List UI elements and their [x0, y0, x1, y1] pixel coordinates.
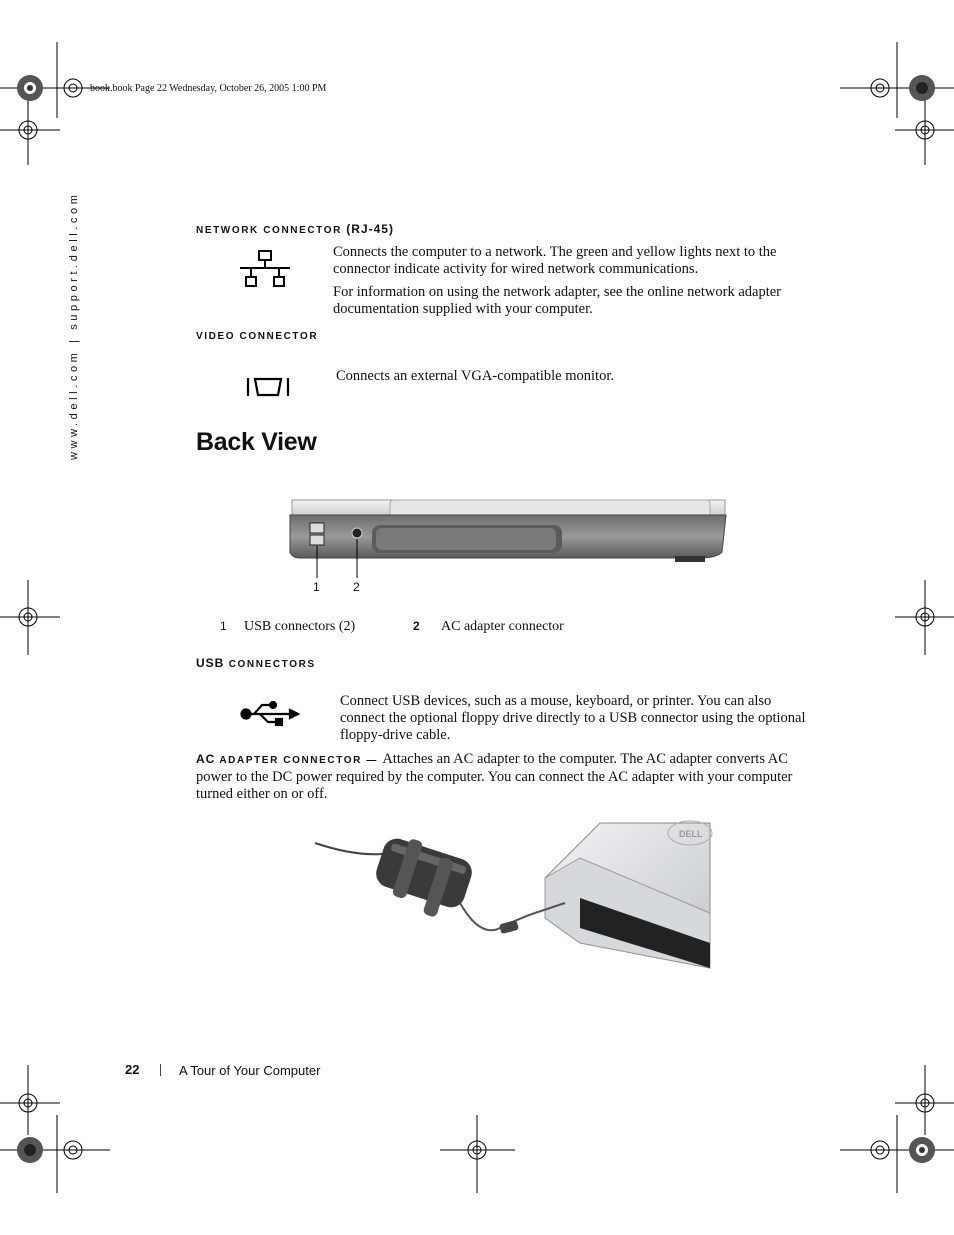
usb-heading-label: CONNECTORS [228, 659, 316, 670]
legend-label-2: AC adapter connector [441, 619, 564, 634]
page-number: 22 [125, 1062, 140, 1077]
usb-icon [240, 700, 300, 728]
laptop-back-illustration [280, 490, 740, 600]
ac-heading [196, 752, 382, 766]
footer-divider [160, 1064, 161, 1076]
network-heading [196, 222, 394, 236]
dell-logo: DELL [679, 829, 703, 839]
ac-adapter-illustration [310, 818, 720, 973]
ac-heading-label: ADAPTER CONNECTOR — [219, 755, 378, 766]
section-title: Back View [196, 428, 317, 456]
usb-heading-prefix: USB [196, 656, 225, 670]
vga-monitor-icon [246, 376, 290, 398]
print-header: book.book Page 22 Wednesday, October 26, 2005 1:00 PM [90, 83, 327, 94]
video-description: Connects an external VGA-compatible monitor. [336, 368, 614, 384]
ac-paragraph [196, 751, 806, 803]
network-heading-label: NETWORK CONNECTOR [196, 225, 342, 236]
footer-chapter: A Tour of Your Computer [179, 1063, 321, 1078]
legend-label-1: USB connectors (2) [244, 619, 356, 634]
legend-num-1: 1 [220, 619, 227, 633]
network-para-2: For information on using the network adapter, see the online network adapter documentation supplied with your computer. [333, 284, 781, 317]
legend-num-2: 2 [413, 619, 420, 633]
network-icon [238, 250, 292, 290]
callout-2: 2 [353, 580, 360, 594]
network-para-1: Connects the computer to a network. The green and yellow lights next to the connector indicate activity for wired network communications. [333, 244, 777, 277]
network-heading-suffix: (RJ-45) [346, 222, 394, 236]
ac-description: Attaches an AC adapter to the computer. The AC adapter converts AC power to the DC power required by the computer. You can connect the AC adapter with your computer turned either on or off. [196, 751, 793, 802]
video-heading: VIDEO CONNECTOR [196, 331, 319, 342]
ac-heading-prefix: AC [196, 752, 216, 766]
callout-1: 1 [313, 580, 320, 594]
network-description [333, 244, 803, 318]
side-url: www.dell.com | support.dell.com [68, 191, 80, 460]
usb-description: Connect USB devices, such as a mouse, keyboard, or printer. You can also connect the optional floppy drive directly to a USB connector using the optional floppy-drive cable. [340, 693, 806, 743]
usb-heading [196, 656, 316, 670]
